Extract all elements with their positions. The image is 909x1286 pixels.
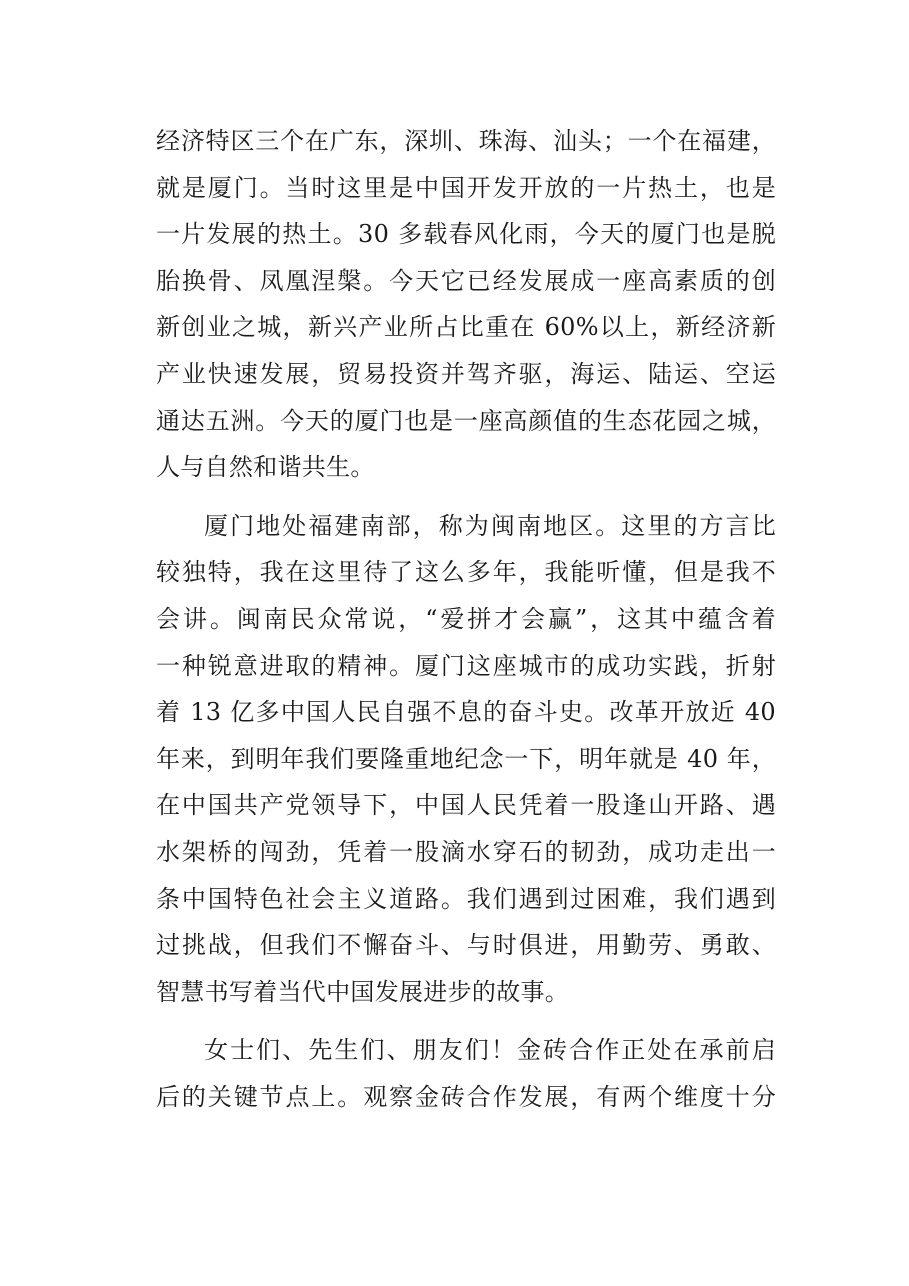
text-line: 产业快速发展，贸易投资并驾齐驱，海运、陆运、空运	[156, 359, 776, 388]
text-line: 水架桥的闯劲，凭着一股滴水穿石的韧劲，成功走出一	[156, 837, 776, 866]
text-line: 女士们、先生们、朋友们！金砖合作正处在承前启	[204, 1036, 776, 1065]
paragraph-3	[156, 1027, 776, 1120]
text-line: 一片发展的热土。30 多载春风化雨，今天的厦门也是脱	[156, 220, 776, 249]
text-line: 胎换骨、凤凰涅槃。今天它已经发展成一座高素质的创	[156, 266, 776, 295]
text-line: 年来，到明年我们要隆重地纪念一下，明年就是 40 年，	[156, 744, 776, 773]
text-line: 经济特区三个在广东，深圳、珠海、汕头；一个在福建，	[156, 127, 776, 155]
text-line: 在中国共产党领导下，中国人民凭着一股逢山开路、遇	[156, 791, 776, 820]
text-line: 一种锐意进取的精神。厦门这座城市的成功实践，折射	[156, 651, 776, 680]
body-text	[156, 118, 776, 1132]
text-line: 后的关键节点上。观察金砖合作发展，有两个维度十分	[156, 1082, 776, 1111]
text-line: 条中国特色社会主义道路。我们遇到过困难，我们遇到	[156, 884, 776, 913]
text-line: 较独特，我在这里待了这么多年，我能听懂，但是我不	[156, 558, 776, 587]
text-line: 新创业之城，新兴产业所占比重在 60%以上，新经济新	[156, 313, 776, 342]
text-line: 通达五洲。今天的厦门也是一座高颜值的生态花园之城，	[156, 406, 776, 435]
text-line: 就是厦门。当时这里是中国开发开放的一片热土，也是	[156, 173, 776, 202]
text-line: 着 13 亿多中国人民自强不息的奋斗史。改革开放近 40	[156, 698, 776, 727]
text-line: 智慧书写着当代中国发展进步的故事。	[156, 977, 570, 1006]
text-line: 人与自然和谐共生。	[156, 453, 375, 482]
text-line: 厦门地处福建南部，称为闽南地区。这里的方言比	[204, 511, 776, 540]
paragraph-1	[156, 118, 776, 491]
paragraph-2	[156, 503, 776, 1016]
text-line: 过挑战，但我们不懈奋斗、与时俱进，用勤劳、勇敢、	[156, 931, 776, 960]
text-line: 会讲。闽南民众常说，“爱拼才会赢”，这其中蕴含着	[156, 604, 776, 633]
